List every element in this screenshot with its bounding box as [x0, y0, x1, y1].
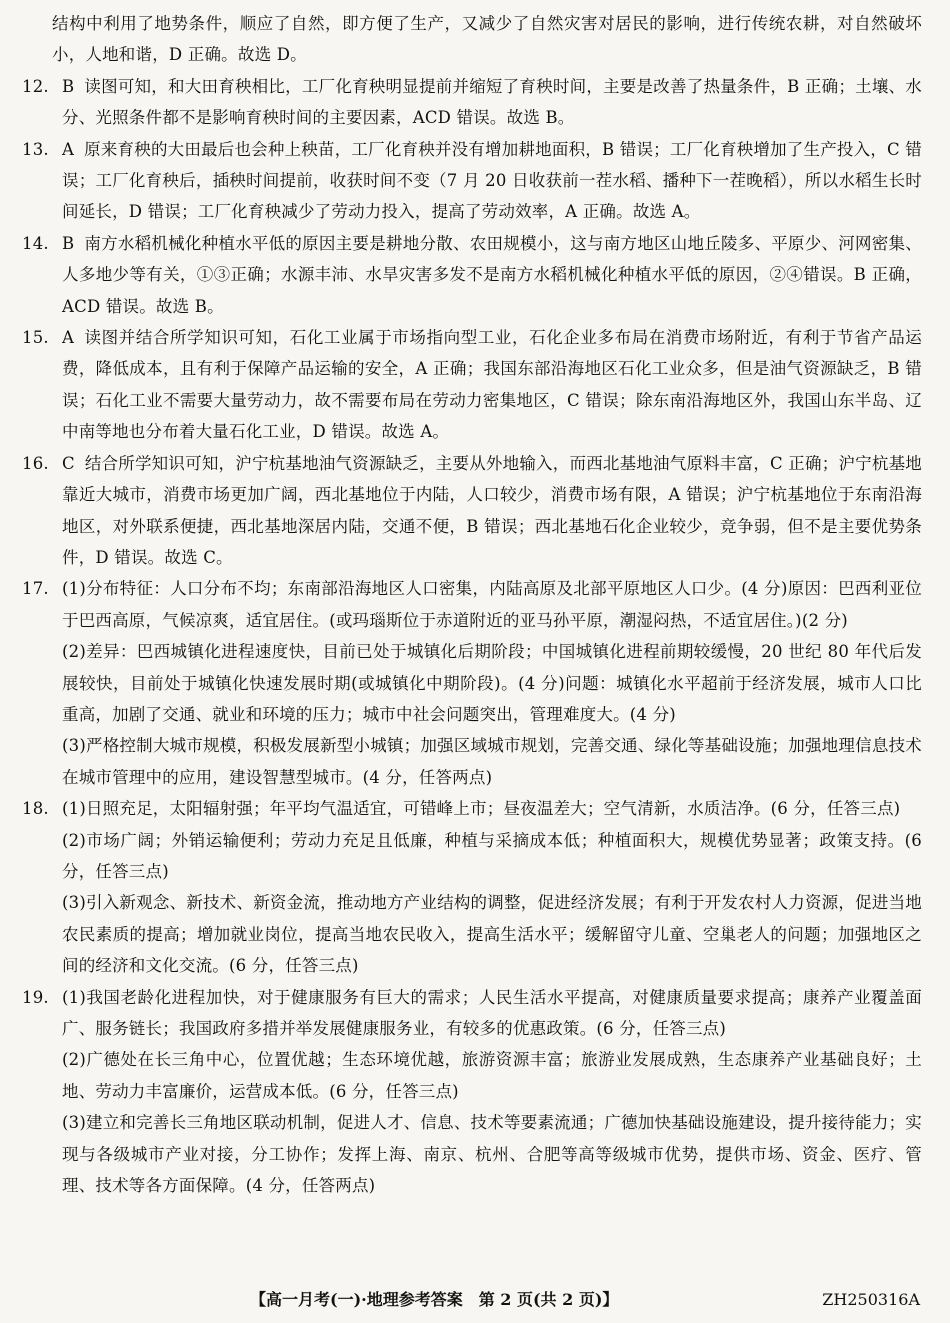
question-number: 15. — [22, 328, 49, 348]
sub-answer-3: (3)建立和完善长三角地区联动机制，促进人才、信息、技术等要素流通；广德加快基础设施建设，提升接待能力；实现与各级城市产业对接，分工协作；发挥上海、南京、杭州、合肥等高等级城市优势，提供市场、资金、医疗、管理、技术等各方面保障。(4 分，任答两点) — [62, 1113, 922, 1196]
answer-content — [22, 8, 922, 1201]
footer-title: 【高一月考(一)·地理参考答案 第 2 页(共 2 页)】 — [250, 1290, 619, 1309]
explanation-text: 南方水稻机械化种植水平低的原因主要是耕地分散、农田规模小，这与南方地区山地丘陵多、平原少、河网密集、人多地少等有关，①③正确；水源丰沛、水旱灾害多发不是南方水稻机械化种植水平低的原因，②④错误。B 正确，ACD 错误。故选 B。 — [62, 233, 922, 316]
sub-answer-3: (3)严格控制大城市规模，积极发展新型小城镇；加强区域城市规划，完善交通、绿化等基础设施；加强地理信息技术在城市管理中的应用，建设智慧型城市。(4 分，任答两点) — [62, 736, 922, 787]
answer-item-14 — [22, 228, 922, 322]
answer-item-18 — [22, 793, 922, 824]
explanation-text: 读图并结合所学知识可知，石化工业属于市场指向型工业，石化企业多布局在消费市场附近，有利于节省产品运费，降低成本，且有利于保障产品运输的安全，A 正确；我国东部沿海地区石化工业众多，但是油气资源缺乏，B 错误；石化工业不需要大量劳动力，故不需要布局在劳动力密集地区，C 错误；除东南沿海地区外，我国山东半岛、辽中南等地也分布着大量石化工业，D 错误。故选 A。 — [62, 328, 922, 442]
question-number: 17. — [22, 579, 49, 599]
sub-answer-3: (3)引入新观念、新技术、新资金流，推动地方产业结构的调整，促进经济发展；有利于开发农村人力资源，促进当地农民素质的提高；增加就业岗位，提高当地农民收入，提高生活水平；缓解留守儿童、空巢老人的问题；加强地区之间的经济和文化交流。(6 分，任答三点) — [62, 893, 922, 976]
question-number: 19. — [22, 987, 49, 1007]
answer-item-12 — [22, 71, 922, 134]
answer-item-16 — [22, 448, 922, 574]
answer-letter: C — [62, 453, 75, 473]
explanation-text: 结合所学知识可知，沪宁杭基地油气资源缺乏，主要从外地输入，而西北基地油气原料丰富，C 正确；沪宁杭基地靠近大城市，消费市场更加广阔，西北基地位于内陆，人口较少，消费市场有限，A 错误；沪宁杭基地位于东南沿海地区，对外联系便捷，西北基地深居内陆，交通不便，B 错误；西北基地石化企业较少，竞争弱，但不是主要优势条件，D 错误。故选 C。 — [62, 453, 922, 567]
sub-answer-2: (2)市场广阔；外销运输便利；劳动力充足且低廉，种植与采摘成本低；种植面积大，规模优势显著；政策支持。(6 分，任答三点) — [62, 830, 922, 881]
sub-answer-2: (2)广德处在长三角中心，位置优越；生态环境优越，旅游资源丰富；旅游业发展成熟，生态康养产业基础良好；土地、劳动力丰富廉价，运营成本低。(6 分，任答三点) — [62, 1050, 922, 1101]
sub-answer-1: (1)日照充足，太阳辐射强；年平均气温适宜，可错峰上市；昼夜温差大；空气清新，水质洁净。(6 分，任答三点) — [62, 799, 901, 819]
page-footer — [0, 1285, 950, 1315]
q11-continuation: 结构中利用了地势条件，顺应了自然，即方便了生产，又减少了自然灾害对居民的影响，进行传统农耕，对自然破坏小，人地和谐，D 正确。故选 D。 — [52, 14, 922, 65]
document-code: ZH250316A — [822, 1290, 920, 1309]
answer-letter: B — [62, 76, 75, 96]
question-number: 18. — [22, 799, 49, 819]
sub-answer-1: (1)我国老龄化进程加快，对于健康服务有巨大的需求；人民生活水平提高，对健康质量要求提高；康养产业覆盖面广、服务链长；我国政府多措并举发展健康服务业，有较多的优惠政策。(6 分，任答三点) — [62, 987, 922, 1038]
question-number: 13. — [22, 139, 49, 159]
question-number: 16. — [22, 453, 49, 473]
answer-item-15 — [22, 322, 922, 448]
answer-item-17 — [22, 573, 922, 636]
question-number: 14. — [22, 233, 49, 253]
sub-answer-1: (1)分布特征：人口分布不均；东南部沿海地区人口密集，内陆高原及北部平原地区人口少。(4 分)原因：巴西利亚位于巴西高原，气候凉爽，适宜居住。(或玛瑙斯位于赤道附近的亚马孙平原，潮湿闷热，不适宜居住。)(2 分) — [62, 579, 922, 630]
answer-item-13 — [22, 134, 922, 228]
answer-letter: A — [62, 139, 75, 159]
explanation-text: 读图可知，和大田育秧相比，工厂化育秧明显提前并缩短了育秧时间，主要是改善了热量条件，B 正确；土壤、水分、光照条件都不是影响育秧时间的主要因素，ACD 错误。故选 B。 — [62, 76, 922, 128]
answer-letter: A — [62, 328, 75, 348]
sub-answer-2: (2)差异：巴西城镇化进程速度快，目前已处于城镇化后期阶段；中国城镇化进程前期较缓慢，20 世纪 80 年代后发展较快，目前处于城镇化快速发展时期(或城镇化中期阶段)。(4 分)问题：城镇化水平超前于经济发展，城市人口比重高，加剧了交通、就业和环境的压力；城市中社会问题突出，管理难度大。(4 分) — [62, 642, 922, 724]
answer-item-19 — [22, 982, 922, 1045]
question-number: 12. — [22, 76, 49, 96]
answer-letter: B — [62, 233, 75, 253]
explanation-text: 原来育秧的大田最后也会种上秧苗，工厂化育秧并没有增加耕地面积，B 错误；工厂化育秧增加了生产投入，C 错误；工厂化育秧后，插秧时间提前，收获时间不变（7 月 20 日收获前一茬水稻、播种下一茬晚稻），所以水稻生长时间延长，D 错误；工厂化育秧减少了劳动力投入，提高了劳动效率，A 正确。故选 A。 — [62, 139, 922, 222]
